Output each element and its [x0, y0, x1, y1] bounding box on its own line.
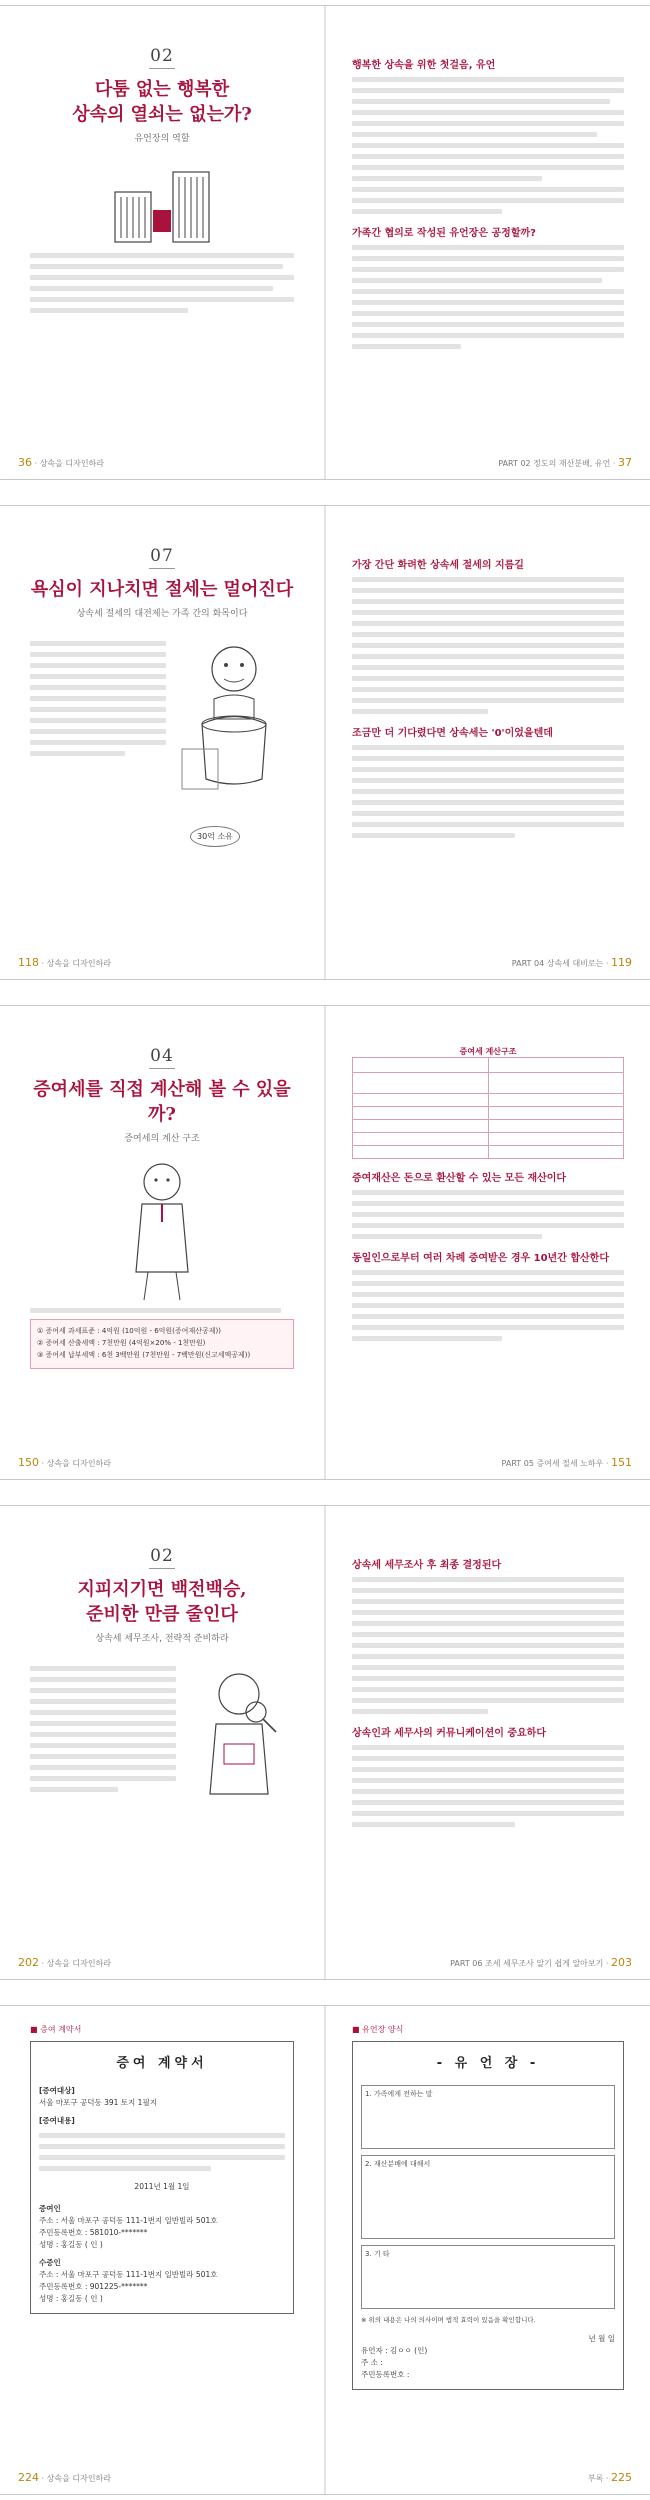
appendix-label: ■ 증여 계약서 — [30, 2025, 82, 2034]
page-left — [0, 506, 324, 979]
body-text — [352, 1577, 624, 1714]
body-text — [352, 1745, 624, 1827]
page-left — [0, 1006, 324, 1479]
contract-date: 2011년 1월 1일 — [134, 2181, 190, 2191]
section-heading: 가장 간단 화려한 상속세 절세의 지름길 — [352, 560, 524, 571]
chapter-title — [30, 1577, 294, 1627]
section-heading: 동일인으로부터 여러 차례 증여받은 경우 10년간 합산한다 — [352, 1253, 609, 1264]
will-id: 주민등록번호 : — [361, 2370, 410, 2380]
receiver-label: 수증인 — [39, 2257, 61, 2267]
section-body — [39, 2133, 285, 2171]
page-footer: 부록 · 225 — [587, 2471, 632, 2484]
section-text: 서울 마포구 공덕동 391 토지 1필지 — [39, 2097, 157, 2107]
calculation-line: ① 증여세 과세표준 : 4억원 (10억원 - 6억원(증여재산공제)) — [37, 1327, 221, 1336]
will-field-other[interactable]: 3. 기 타 — [361, 2245, 615, 2309]
section-label: [증여대상] — [39, 2085, 75, 2095]
chapter-number: 02 — [30, 1546, 294, 1569]
page-right — [326, 506, 650, 979]
page-spread-5 — [0, 2005, 650, 2495]
chapter-number: 07 — [30, 546, 294, 569]
will-writer: 유언자 : 김ㅇㅇ (인) — [361, 2346, 428, 2356]
giver-id: 주민등록번호 : 581010-******* — [39, 2227, 148, 2237]
page-left — [0, 6, 324, 479]
page-footer: 202 · 상속을 디자인하라 — [18, 1956, 112, 1969]
calculation-line: ③ 증여세 납부세액 : 6천 3백만원 (7천만원 - 7백만원(신고세액공제)) — [37, 1351, 251, 1360]
chapter-subtitle: 상속세 세무조사, 전략적 준비하라 — [95, 1634, 229, 1645]
receiver-address: 주소 : 서울 마포구 공덕동 111-1번지 일반빌라 501호 — [39, 2269, 218, 2279]
section-heading: 상속세 세무조사 후 최종 결정된다 — [352, 1560, 502, 1571]
will-date: 년 월 일 — [588, 2334, 615, 2344]
page-spread-1 — [0, 5, 650, 480]
receiver-id: 주민등록번호 : 901225-******* — [39, 2281, 148, 2291]
section-heading: 상속인과 세무사의 커뮤니케이션이 중요하다 — [352, 1728, 546, 1739]
page-left — [0, 1506, 324, 1979]
will-field-property[interactable]: 2. 재산분배에 대해서 — [361, 2155, 615, 2239]
body-text — [352, 245, 624, 349]
will-address: 주 소 : — [361, 2358, 383, 2368]
section-heading: 행복한 상속을 위한 첫걸음, 유언 — [352, 60, 496, 71]
title-line-2: 상속의 열쇠는 없는가? — [72, 104, 252, 126]
table-title: 증여세 계산구조 — [459, 1047, 517, 1056]
giver-label: 증여인 — [39, 2203, 61, 2213]
buildings-illustration — [107, 152, 217, 247]
chapter-title: 욕심이 지나치면 절세는 멀어진다 — [30, 579, 294, 600]
calculation-box — [30, 1319, 294, 1369]
page-footer: PART 02 정도의 재산분배, 유언 · 37 — [498, 456, 632, 469]
body-text — [352, 745, 624, 838]
page-footer: 118 · 상속을 디자인하라 — [18, 956, 112, 969]
page-right — [326, 1006, 650, 1479]
page-right — [326, 6, 650, 479]
page-spread-4 — [0, 1505, 650, 1980]
page-footer: PART 06 조세 세무조사 알기 쉽게 알아보기 · 203 — [450, 1956, 632, 1969]
receiver-name: 성명 : 홍길동 ( 인 ) — [39, 2293, 103, 2303]
page-footer: 150 · 상속을 디자인하라 — [18, 1456, 112, 1469]
investigator-illustration — [184, 1654, 294, 1804]
form-title: 증여 계약서 — [116, 2056, 208, 2071]
thinking-man-illustration — [102, 1152, 222, 1302]
section-label: [증여내용] — [39, 2115, 75, 2125]
person-in-pot-illustration — [174, 629, 294, 794]
page-footer: 224 · 상속을 디자인하라 — [18, 2471, 112, 2484]
title-line-2: 준비한 만큼 줄인다 — [86, 1604, 238, 1626]
chapter-subtitle: 증여세의 계산 구조 — [124, 1134, 200, 1145]
page-footer: PART 05 증여세 절세 노하우 · 151 — [501, 1456, 632, 1469]
body-text — [352, 577, 624, 714]
gift-contract-form — [30, 2041, 294, 2314]
chapter-subtitle: 상속세 절세의 대전제는 가족 간의 화목이다 — [76, 609, 248, 620]
will-field-family[interactable]: 1. 가족에게 전하는 말 — [361, 2085, 615, 2149]
body-text — [30, 635, 166, 794]
section-heading: 증여재산은 돈으로 환산할 수 있는 모든 재산이다 — [352, 1173, 567, 1184]
giver-name: 성명 : 홍길동 ( 인 ) — [39, 2239, 103, 2249]
will-note: ※ 위의 내용은 나의 의사이며 법적 효력이 있음을 확인합니다. — [361, 2315, 536, 2324]
title-line-1: 지피지기면 백전백승, — [77, 1579, 247, 1600]
price-tag: 30억 소유 — [190, 826, 240, 847]
tax-structure-table — [352, 1057, 624, 1159]
chapter-number: 02 — [30, 46, 294, 69]
will-form — [352, 2041, 624, 2390]
body-text — [352, 77, 624, 214]
title-line-1: 다툼 없는 행복한 — [94, 79, 230, 100]
body-text — [30, 1660, 176, 1804]
chapter-subtitle: 유언장의 역할 — [134, 134, 190, 145]
page-right — [326, 2006, 650, 2494]
section-heading: 가족간 협의로 작성된 유언장은 공정할까? — [352, 228, 536, 239]
page-footer: PART 04 상속세 대비로는 · 119 — [511, 956, 632, 969]
page-right — [326, 1506, 650, 1979]
calculation-line: ② 증여세 산출세액 : 7천만원 (4억원×20% - 1천만원) — [37, 1339, 206, 1348]
body-text — [352, 1190, 624, 1239]
body-text — [30, 253, 294, 313]
giver-address: 주소 : 서울 마포구 공덕동 111-1번지 일반빌라 501호 — [39, 2215, 218, 2225]
form-title: - 유 언 장 - — [436, 2056, 540, 2071]
page-spread-2 — [0, 505, 650, 980]
chapter-title — [30, 77, 294, 127]
page-spread-3 — [0, 1005, 650, 1480]
section-heading: 조금만 더 기다렸다면 상속세는 '0'이었을텐데 — [352, 728, 553, 739]
chapter-number: 04 — [30, 1046, 294, 1069]
body-text — [352, 1270, 624, 1341]
chapter-title: 증여세를 직접 계산해 볼 수 있을까? — [33, 1079, 291, 1126]
appendix-label: ■ 유언장 양식 — [352, 2025, 404, 2034]
page-footer: 36 · 상속을 디자인하라 — [18, 456, 105, 469]
page-left — [0, 2006, 324, 2494]
